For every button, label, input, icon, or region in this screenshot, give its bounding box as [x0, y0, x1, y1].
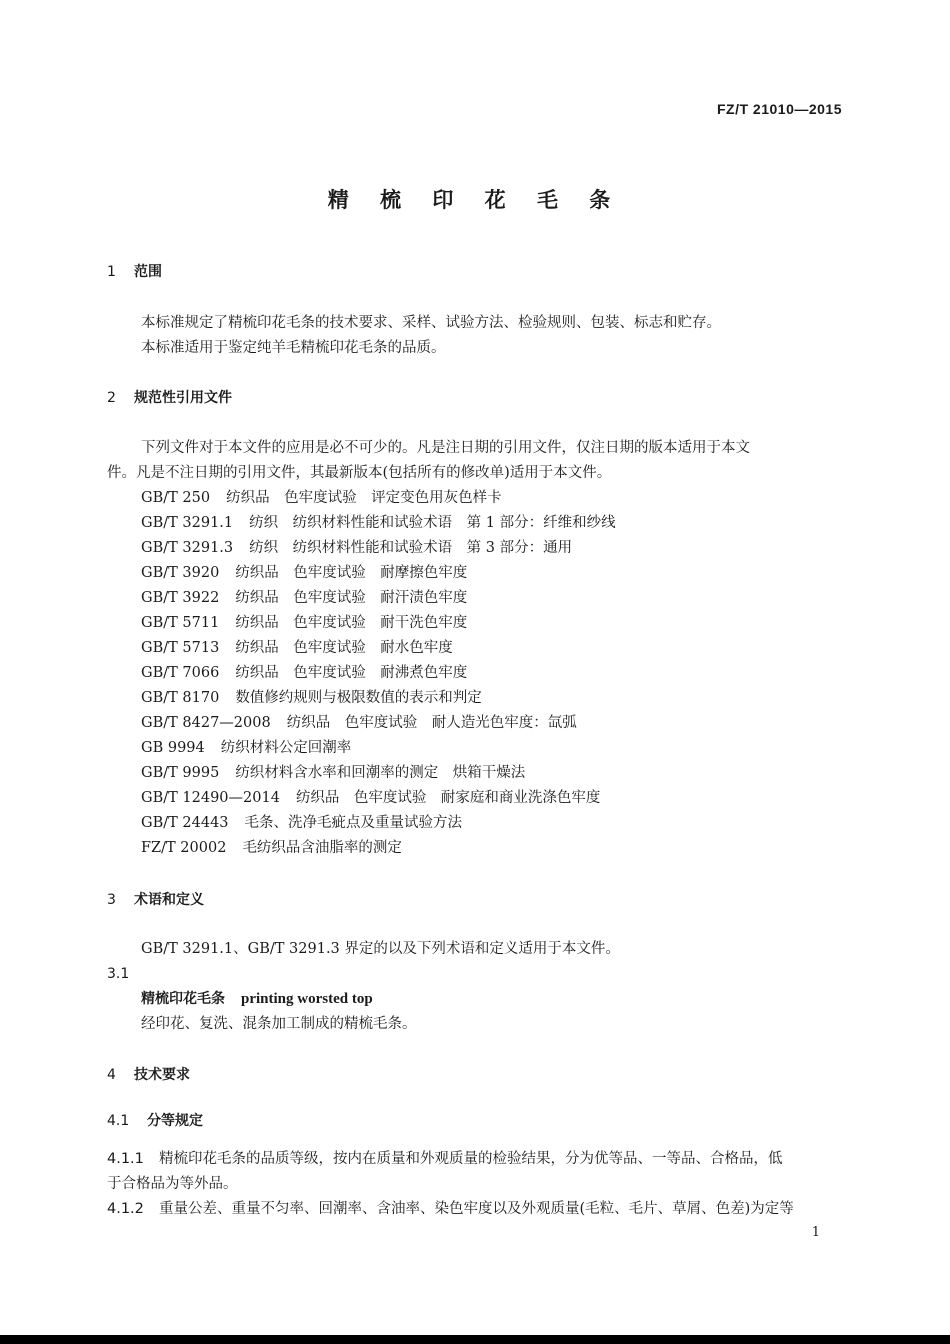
- section-4-heading: [107, 1065, 190, 1085]
- reference-title: 纺织材料含水率和回潮率的测定 烘箱干燥法: [235, 765, 526, 781]
- reference-code: GB/T 7066: [141, 665, 220, 681]
- reference-title: 纺织品 色牢度试验 耐水色牢度: [235, 640, 453, 656]
- subsection-number: 4.1: [107, 1113, 130, 1129]
- paragraph: GB/T 3291.1、GB/T 3291.3 界定的以及下列术语和定义适用于本文件。: [141, 941, 620, 957]
- section-title: 技术要求: [134, 1067, 190, 1083]
- reference-code: GB 9994: [141, 740, 205, 756]
- bottom-border: [0, 1335, 950, 1344]
- clause-number: 4.1.1: [107, 1151, 144, 1167]
- reference-title: 纺织品 色牢度试验 耐干洗色牢度: [235, 615, 468, 631]
- reference-item: [141, 538, 572, 558]
- reference-title: 纺织品 色牢度试验 耐汗渍色牢度: [235, 590, 468, 606]
- reference-item: [141, 713, 577, 733]
- reference-code: GB/T 5713: [141, 640, 220, 656]
- reference-item: [141, 838, 402, 858]
- section-number: 2: [107, 390, 116, 406]
- reference-code: GB/T 250: [141, 490, 211, 506]
- reference-code: GB/T 9995: [141, 765, 220, 781]
- reference-item: [141, 813, 462, 833]
- reference-item: [141, 688, 482, 708]
- subsection-4-1-heading: [107, 1111, 203, 1131]
- section-3-heading: [107, 890, 204, 910]
- reference-item: [141, 788, 600, 808]
- term-number: 3.1: [107, 966, 130, 982]
- reference-item: [141, 513, 616, 533]
- reference-item: [141, 663, 467, 683]
- section-number: 1: [107, 264, 116, 280]
- reference-item: [141, 638, 453, 658]
- reference-title: 纺织品 色牢度试验 耐摩擦色牢度: [235, 565, 468, 581]
- section-number: 4: [107, 1067, 116, 1083]
- reference-code: FZ/T 20002: [141, 840, 227, 856]
- reference-item: [141, 488, 502, 508]
- section-title: 规范性引用文件: [134, 390, 232, 406]
- term-chinese: 精梳印花毛条: [141, 991, 225, 1007]
- paragraph: 本标准适用于鉴定纯羊毛精梳印花毛条的品质。: [141, 340, 446, 356]
- clause-4-1-2: [107, 1199, 794, 1219]
- reference-code: GB/T 5711: [141, 615, 220, 631]
- reference-item: [141, 613, 467, 633]
- paragraph: 件。凡是不注日期的引用文件，其最新版本(包括所有的修改单)适用于本文件。: [107, 465, 612, 481]
- reference-title: 纺织品 色牢度试验 耐家庭和商业洗涤色牢度: [295, 790, 601, 806]
- section-number: 3: [107, 892, 116, 908]
- reference-title: 数值修约规则与极限数值的表示和判定: [235, 690, 482, 706]
- reference-title: 毛纺织品含油脂率的测定: [242, 840, 402, 856]
- reference-title: 毛条、洗净毛疵点及重量试验方法: [244, 815, 463, 831]
- reference-code: GB/T 3291.1: [141, 515, 234, 531]
- standard-code: FZ/T 21010—2015: [716, 101, 842, 117]
- section-1-heading: [107, 262, 162, 282]
- reference-title: 纺织品 色牢度试验 耐人造光色牢度：氙弧: [286, 715, 577, 731]
- paragraph: 本标准规定了精梳印花毛条的技术要求、采样、试验方法、检验规则、包装、标志和贮存。: [141, 315, 721, 331]
- reference-item: [141, 763, 525, 783]
- reference-item: [141, 563, 467, 583]
- reference-title: 纺织品 色牢度试验 评定变色用灰色样卡: [226, 490, 502, 506]
- reference-code: GB/T 3920: [141, 565, 220, 581]
- reference-title: 纺织 纺织材料性能和试验术语 第 1 部分：纤维和纱线: [249, 515, 616, 531]
- document-title: 精 梳 印 花 毛 条: [327, 188, 623, 212]
- clause-text: 精梳印花毛条的品质等级，按内在质量和外观质量的检验结果，分为优等品、一等品、合格品，低: [159, 1151, 783, 1167]
- reference-item: [141, 588, 467, 608]
- reference-title: 纺织材料公定回潮率: [220, 740, 352, 756]
- clause-4-1-1: [107, 1149, 783, 1169]
- reference-code: GB/T 24443: [141, 815, 229, 831]
- paragraph: 下列文件对于本文件的应用是必不可少的。凡是注日期的引用文件，仅注日期的版本适用于本文: [141, 440, 750, 456]
- reference-code: GB/T 3291.3: [141, 540, 234, 556]
- reference-item: [141, 738, 351, 758]
- section-title: 术语和定义: [134, 892, 204, 908]
- term-entry: [141, 989, 373, 1009]
- reference-code: GB/T 12490—2014: [141, 790, 280, 806]
- reference-code: GB/T 3922: [141, 590, 220, 606]
- clause-number: 4.1.2: [107, 1201, 144, 1217]
- term-english: printing worsted top: [241, 991, 373, 1007]
- reference-title: 纺织品 色牢度试验 耐沸煮色牢度: [235, 665, 468, 681]
- clause-text: 重量公差、重量不匀率、回潮率、含油率、染色牢度以及外观质量(毛粒、毛片、草屑、色差)为定等: [159, 1201, 794, 1217]
- page-number: 1: [811, 1225, 820, 1240]
- section-title: 范围: [134, 264, 162, 280]
- section-2-heading: [107, 388, 232, 408]
- reference-title: 纺织 纺织材料性能和试验术语 第 3 部分：通用: [249, 540, 573, 556]
- clause-continuation: 于合格品为等外品。: [107, 1176, 238, 1192]
- term-definition: 经印花、复洗、混条加工制成的精梳毛条。: [141, 1016, 417, 1032]
- subsection-title: 分等规定: [147, 1113, 203, 1129]
- reference-code: GB/T 8170: [141, 690, 220, 706]
- reference-code: GB/T 8427—2008: [141, 715, 271, 731]
